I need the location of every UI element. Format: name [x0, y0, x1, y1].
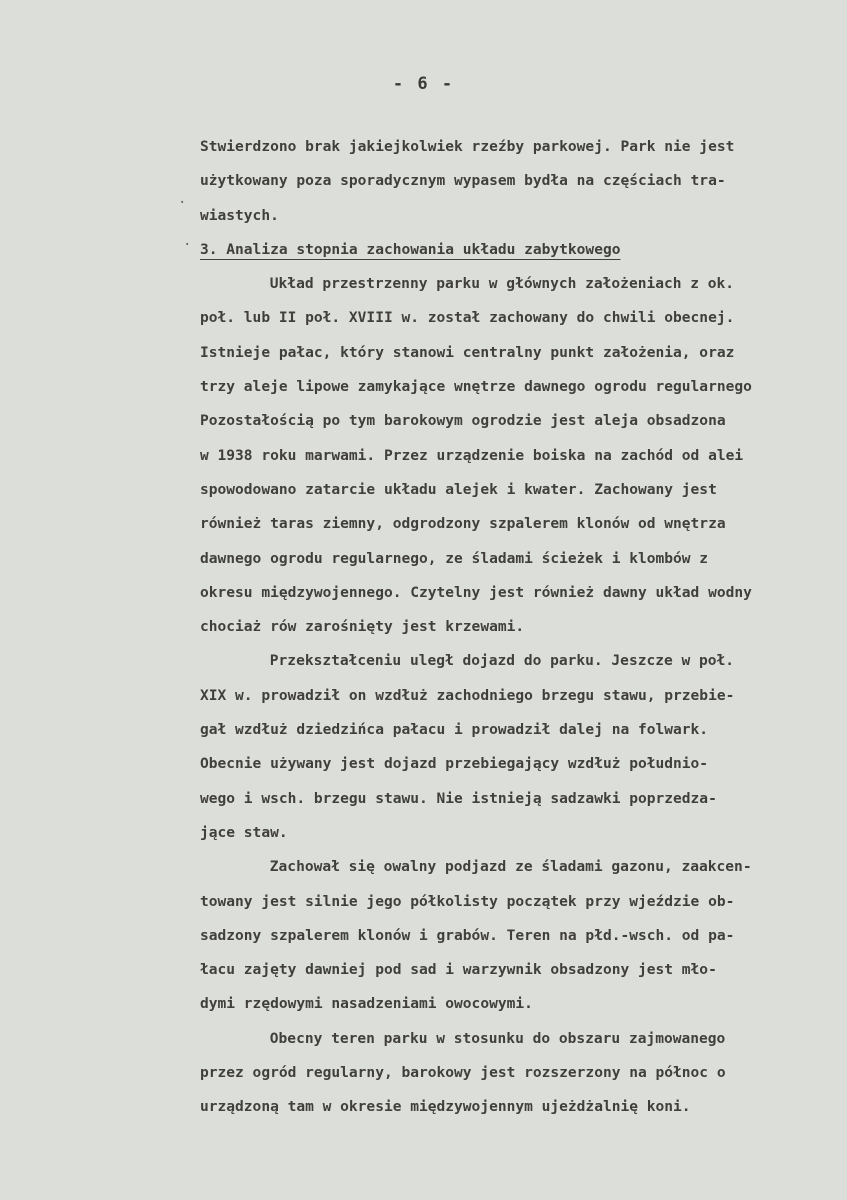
text-line: przez ogród regularny, barokowy jest rozszerzony na północ o	[200, 1064, 726, 1082]
margin-mark: ·	[178, 195, 187, 211]
text-line: Zachował się owalny podjazd ze śladami gazonu, zaakcen-	[269, 858, 752, 876]
text-line: Stwierdzono brak jakiejkolwiek rzeźby parkowej. Park nie jest	[200, 138, 735, 155]
text-line: łacu zajęty dawniej pod sad i warzywnik obsadzony jest mło-	[200, 961, 717, 979]
text-line: dawnego ogrodu regularnego, ze śladami ścieżek i klombów z	[200, 549, 709, 567]
body-text	[200, 130, 840, 1125]
text-line: sadzony szpalerem klonów i grabów. Teren na płd.-wsch. od pa-	[200, 926, 735, 944]
text-line: towany jest silnie jego półkolisty początek przy wjeździe ob-	[200, 892, 735, 910]
text-line: w 1938 roku marwami. Przez urządzenie boiska na zachód od alei	[200, 446, 744, 464]
text-line: również taras ziemny, odgrodzony szpalerem klonów od wnętrza	[200, 515, 726, 533]
text-line: użytkowany poza sporadycznym wypasem bydła na częściach tra-	[200, 172, 726, 190]
text-line: Przekształceniu uległ dojazd do parku. Jeszcze w poł.	[269, 652, 735, 670]
text-line: dymi rzędowymi nasadzeniami owocowymi.	[200, 995, 533, 1013]
text-line: okresu międzywojennego. Czytelny jest również dawny układ wodny	[200, 583, 752, 601]
text-line: XIX w. prowadził on wzdłuż zachodniego brzegu stawu, przebie-	[200, 686, 735, 704]
text-line: Pozostałością po tym barokowym ogrodzie jest aleja obsadzona	[200, 412, 726, 430]
text-line: wego i wsch. brzegu stawu. Nie istnieją sadzawki poprzedza-	[200, 789, 717, 807]
text-line: spowodowano zatarcie układu alejek i kwater. Zachowany jest	[200, 480, 717, 498]
margin-mark: ·	[183, 237, 192, 253]
text-line: jące staw.	[200, 823, 288, 841]
text-line: trzy aleje lipowe zamykające wnętrze dawnego ogrodu regularnego	[200, 378, 752, 396]
text-line: chociaż rów zarośnięty jest krzewami.	[200, 618, 525, 636]
section-heading: 3. Analiza stopnia zachowania układu zabytkowego	[200, 240, 621, 258]
text-line: poł. lub II poł. XVIII w. został zachowany do chwili obecnej.	[200, 309, 735, 327]
text-line: Istnieje pałac, który stanowi centralny punkt założenia, oraz	[200, 343, 735, 361]
text-line: Obecny teren parku w stosunku do obszaru zajmowanego	[269, 1029, 726, 1047]
page-number: - 6 -	[392, 74, 455, 94]
text-line: urządzoną tam w okresie międzywojennym ujeżdżalnię koni.	[200, 1098, 691, 1116]
text-line: wiastych.	[200, 206, 279, 224]
text-line: Obecnie używany jest dojazd przebiegający wzdłuż południo-	[200, 755, 709, 773]
text-line: Układ przestrzenny parku w głównych założeniach z ok.	[269, 275, 735, 293]
text-line: gał wzdłuż dziedzińca pałacu i prowadził dalej na folwark.	[200, 721, 709, 739]
